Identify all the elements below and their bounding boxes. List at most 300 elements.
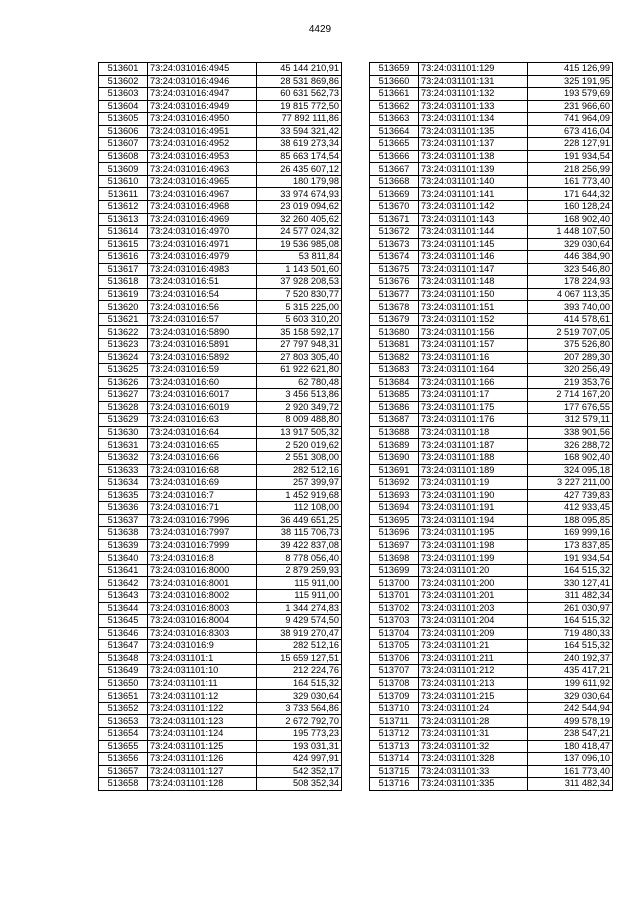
value-cell: 3 733 564,86: [257, 702, 342, 715]
cadastral-number-cell: 73:24:031016:4965: [148, 175, 257, 188]
row-number-cell: 513690: [370, 451, 419, 464]
table-row: [99, 652, 342, 665]
row-number-cell: 513622: [99, 326, 148, 339]
row-number-cell: 513617: [99, 263, 148, 276]
row-number-cell: 513667: [370, 163, 419, 176]
cadastral-number-cell: 73:24:031016:4963: [148, 163, 257, 176]
table-row: [99, 150, 342, 163]
row-number-cell: 513636: [99, 502, 148, 515]
row-number-cell: 513714: [370, 753, 419, 766]
table-row: [99, 88, 342, 101]
row-number-cell: 513631: [99, 439, 148, 452]
table-row: [99, 113, 342, 126]
value-cell: 311 482,34: [528, 589, 613, 602]
value-cell: 719 480,33: [528, 627, 613, 640]
value-cell: 3 227 211,00: [528, 477, 613, 490]
row-number-cell: 513673: [370, 238, 419, 251]
cadastral-number-cell: 73:24:031016:69: [148, 477, 257, 490]
cadastral-number-cell: 73:24:031101:12: [148, 690, 257, 703]
row-number-cell: 513656: [99, 753, 148, 766]
row-number-cell: 513657: [99, 765, 148, 778]
row-number-cell: 513627: [99, 389, 148, 402]
cadastral-number-cell: 73:24:031016:64: [148, 426, 257, 439]
table-row: [99, 627, 342, 640]
row-number-cell: 513630: [99, 426, 148, 439]
cadastral-number-cell: 73:24:031101:142: [419, 201, 528, 214]
value-cell: 164 515,32: [528, 640, 613, 653]
value-cell: 177 676,55: [528, 401, 613, 414]
value-cell: 173 837,85: [528, 539, 613, 552]
value-cell: 257 399,97: [257, 477, 342, 490]
table-row: [370, 753, 613, 766]
cadastral-number-cell: 73:24:031101:1: [148, 652, 257, 665]
value-cell: 2 520 019,62: [257, 439, 342, 452]
row-number-cell: 513607: [99, 138, 148, 151]
cadastral-number-cell: 73:24:031101:126: [148, 753, 257, 766]
row-number-cell: 513632: [99, 451, 148, 464]
cadastral-number-cell: 73:24:031016:5892: [148, 351, 257, 364]
table-row: [370, 351, 613, 364]
value-cell: 338 901,56: [528, 426, 613, 439]
table-row: [370, 489, 613, 502]
row-number-cell: 513605: [99, 113, 148, 126]
cadastral-number-cell: 73:24:031016:8303: [148, 627, 257, 640]
table-row: [370, 100, 613, 113]
table-row: [370, 602, 613, 615]
cadastral-number-cell: 73:24:031016:6017: [148, 389, 257, 402]
table-row: [99, 351, 342, 364]
value-cell: 427 739,83: [528, 489, 613, 502]
row-number-cell: 513602: [99, 75, 148, 88]
value-cell: 180 179,98: [257, 175, 342, 188]
value-cell: 741 964,09: [528, 113, 613, 126]
cadastral-number-cell: 73:24:031101:132: [419, 88, 528, 101]
row-number-cell: 513702: [370, 602, 419, 615]
cadastral-number-cell: 73:24:031016:4946: [148, 75, 257, 88]
value-cell: 199 611,92: [528, 677, 613, 690]
table-row: [99, 640, 342, 653]
cadastral-number-cell: 73:24:031101:213: [419, 677, 528, 690]
cadastral-number-cell: 73:24:031016:59: [148, 364, 257, 377]
cadastral-number-cell: 73:24:031101:187: [419, 439, 528, 452]
table-row: [370, 414, 613, 427]
cadastral-number-cell: 73:24:031101:129: [419, 63, 528, 76]
value-cell: 218 256,99: [528, 163, 613, 176]
value-cell: 324 095,18: [528, 464, 613, 477]
value-cell: 23 019 094,62: [257, 201, 342, 214]
value-cell: 5 603 310,20: [257, 313, 342, 326]
value-cell: 207 289,30: [528, 351, 613, 364]
row-number-cell: 513619: [99, 288, 148, 301]
row-number-cell: 513635: [99, 489, 148, 502]
value-cell: 1 452 919,68: [257, 489, 342, 502]
value-cell: 115 911,00: [257, 589, 342, 602]
row-number-cell: 513710: [370, 702, 419, 715]
table-row: [99, 426, 342, 439]
table-row: [370, 376, 613, 389]
row-number-cell: 513680: [370, 326, 419, 339]
value-cell: 435 417,21: [528, 665, 613, 678]
table-row: [99, 477, 342, 490]
row-number-cell: 513676: [370, 276, 419, 289]
row-number-cell: 513653: [99, 715, 148, 728]
table-row: [370, 313, 613, 326]
table-row: [370, 464, 613, 477]
row-number-cell: 513669: [370, 188, 419, 201]
value-cell: 19 815 772,50: [257, 100, 342, 113]
table-row: [370, 502, 613, 515]
table-row: [99, 389, 342, 402]
row-number-cell: 513649: [99, 665, 148, 678]
row-number-cell: 513705: [370, 640, 419, 653]
row-number-cell: 513620: [99, 301, 148, 314]
value-cell: 2 672 792,70: [257, 715, 342, 728]
table-row: [370, 439, 613, 452]
cadastral-number-cell: 73:24:031016:7996: [148, 514, 257, 527]
cadastral-number-cell: 73:24:031016:65: [148, 439, 257, 452]
value-cell: 27 803 305,40: [257, 351, 342, 364]
cadastral-number-cell: 73:24:031101:209: [419, 627, 528, 640]
table-row: [99, 615, 342, 628]
value-cell: 32 260 405,62: [257, 213, 342, 226]
table-row: [370, 138, 613, 151]
row-number-cell: 513628: [99, 401, 148, 414]
row-number-cell: 513660: [370, 75, 419, 88]
cadastral-number-cell: 73:24:031101:28: [419, 715, 528, 728]
cadastral-number-cell: 73:24:031016:8: [148, 552, 257, 565]
value-cell: 2 920 349,72: [257, 401, 342, 414]
cadastral-number-cell: 73:24:031016:6019: [148, 401, 257, 414]
table-row: [370, 477, 613, 490]
table-row: [99, 251, 342, 264]
row-number-cell: 513644: [99, 602, 148, 615]
row-number-cell: 513687: [370, 414, 419, 427]
cadastral-number-cell: 73:24:031016:5890: [148, 326, 257, 339]
cadastral-number-cell: 73:24:031101:144: [419, 226, 528, 239]
cadastral-number-cell: 73:24:031101:135: [419, 125, 528, 138]
value-cell: 62 780,48: [257, 376, 342, 389]
row-number-cell: 513666: [370, 150, 419, 163]
value-cell: 542 352,17: [257, 765, 342, 778]
value-cell: 2 519 707,05: [528, 326, 613, 339]
value-cell: 27 797 948,31: [257, 339, 342, 352]
row-number-cell: 513707: [370, 665, 419, 678]
value-cell: 160 128,24: [528, 201, 613, 214]
table-row: [99, 301, 342, 314]
value-cell: 161 773,40: [528, 765, 613, 778]
value-cell: 39 422 837,08: [257, 539, 342, 552]
value-cell: 415 126,99: [528, 63, 613, 76]
row-number-cell: 513696: [370, 527, 419, 540]
row-number-cell: 513677: [370, 288, 419, 301]
table-row: [99, 339, 342, 352]
row-number-cell: 513663: [370, 113, 419, 126]
table-row: [370, 226, 613, 239]
value-cell: 168 902,40: [528, 451, 613, 464]
value-cell: 1 344 274,83: [257, 602, 342, 615]
cadastral-number-cell: 73:24:031016:4971: [148, 238, 257, 251]
row-number-cell: 513601: [99, 63, 148, 76]
cadastral-number-cell: 73:24:031016:63: [148, 414, 257, 427]
table-row: [99, 376, 342, 389]
row-number-cell: 513670: [370, 201, 419, 214]
cadastral-number-cell: 73:24:031101:31: [419, 727, 528, 740]
table-row: [99, 213, 342, 226]
row-number-cell: 513698: [370, 552, 419, 565]
cadastral-number-cell: 73:24:031101:188: [419, 451, 528, 464]
table-row: [99, 326, 342, 339]
value-cell: 330 127,41: [528, 577, 613, 590]
table-row: [99, 201, 342, 214]
table-row: [370, 238, 613, 251]
value-cell: 424 997,91: [257, 753, 342, 766]
row-number-cell: 513674: [370, 251, 419, 264]
value-cell: 326 288,72: [528, 439, 613, 452]
row-number-cell: 513606: [99, 125, 148, 138]
cadastral-number-cell: 73:24:031101:139: [419, 163, 528, 176]
table-row: [370, 150, 613, 163]
row-number-cell: 513642: [99, 577, 148, 590]
table-row: [99, 75, 342, 88]
value-cell: 240 192,37: [528, 652, 613, 665]
row-number-cell: 513679: [370, 313, 419, 326]
value-cell: 178 224,93: [528, 276, 613, 289]
cadastral-number-cell: 73:24:031101:157: [419, 339, 528, 352]
row-number-cell: 513716: [370, 778, 419, 791]
row-number-cell: 513689: [370, 439, 419, 452]
row-number-cell: 513706: [370, 652, 419, 665]
value-cell: 60 631 562,73: [257, 88, 342, 101]
table-row: [99, 564, 342, 577]
value-cell: 168 902,40: [528, 213, 613, 226]
row-number-cell: 513708: [370, 677, 419, 690]
table-row: [370, 539, 613, 552]
table-row: [370, 552, 613, 565]
table-row: [99, 175, 342, 188]
value-cell: 15 659 127,51: [257, 652, 342, 665]
table-row: [99, 552, 342, 565]
value-cell: 38 619 273,34: [257, 138, 342, 151]
cadastral-number-cell: 73:24:031101:19: [419, 477, 528, 490]
table-row: [99, 364, 342, 377]
row-number-cell: 513625: [99, 364, 148, 377]
row-number-cell: 513697: [370, 539, 419, 552]
row-number-cell: 513609: [99, 163, 148, 176]
row-number-cell: 513699: [370, 564, 419, 577]
cadastral-number-cell: 73:24:031101:200: [419, 577, 528, 590]
table-row: [99, 502, 342, 515]
value-cell: 412 933,45: [528, 502, 613, 515]
row-number-cell: 513668: [370, 175, 419, 188]
row-number-cell: 513603: [99, 88, 148, 101]
value-cell: 414 578,61: [528, 313, 613, 326]
row-number-cell: 513691: [370, 464, 419, 477]
row-number-cell: 513608: [99, 150, 148, 163]
value-cell: 238 547,21: [528, 727, 613, 740]
cadastral-number-cell: 73:24:031016:66: [148, 451, 257, 464]
row-number-cell: 513611: [99, 188, 148, 201]
value-cell: 13 917 505,32: [257, 426, 342, 439]
cadastral-number-cell: 73:24:031101:17: [419, 389, 528, 402]
table-row: [99, 527, 342, 540]
cadastral-number-cell: 73:24:031101:140: [419, 175, 528, 188]
value-cell: 77 892 111,86: [257, 113, 342, 126]
value-cell: 329 030,64: [528, 690, 613, 703]
cadastral-number-cell: 73:24:031016:4951: [148, 125, 257, 138]
table-row: [99, 753, 342, 766]
value-cell: 36 449 651,25: [257, 514, 342, 527]
cadastral-number-cell: 73:24:031016:8003: [148, 602, 257, 615]
table-row: [370, 213, 613, 226]
table-row: [99, 276, 342, 289]
table-row: [99, 665, 342, 678]
right-cadastral-table: [369, 62, 613, 791]
row-number-cell: 513655: [99, 740, 148, 753]
row-number-cell: 513623: [99, 339, 148, 352]
value-cell: 161 773,40: [528, 175, 613, 188]
value-cell: 212 224,76: [257, 665, 342, 678]
cadastral-number-cell: 73:24:031016:4949: [148, 100, 257, 113]
table-row: [99, 263, 342, 276]
left-cadastral-table: [98, 62, 342, 791]
value-cell: 219 353,76: [528, 376, 613, 389]
row-number-cell: 513639: [99, 539, 148, 552]
cadastral-number-cell: 73:24:031016:68: [148, 464, 257, 477]
cadastral-number-cell: 73:24:031101:125: [148, 740, 257, 753]
cadastral-number-cell: 73:24:031101:190: [419, 489, 528, 502]
row-number-cell: 513643: [99, 589, 148, 602]
cadastral-number-cell: 73:24:031101:199: [419, 552, 528, 565]
table-row: [370, 765, 613, 778]
value-cell: 164 515,32: [528, 564, 613, 577]
cadastral-number-cell: 73:24:031101:152: [419, 313, 528, 326]
row-number-cell: 513711: [370, 715, 419, 728]
table-row: [370, 527, 613, 540]
row-number-cell: 513651: [99, 690, 148, 703]
cadastral-number-cell: 73:24:031016:54: [148, 288, 257, 301]
cadastral-number-cell: 73:24:031101:123: [148, 715, 257, 728]
row-number-cell: 513709: [370, 690, 419, 703]
row-number-cell: 513715: [370, 765, 419, 778]
row-number-cell: 513675: [370, 263, 419, 276]
table-row: [99, 740, 342, 753]
cadastral-number-cell: 73:24:031016:4968: [148, 201, 257, 214]
value-cell: 2 714 167,20: [528, 389, 613, 402]
row-number-cell: 513672: [370, 226, 419, 239]
cadastral-number-cell: 73:24:031101:204: [419, 615, 528, 628]
value-cell: 45 144 210,91: [257, 63, 342, 76]
value-cell: 375 526,80: [528, 339, 613, 352]
row-number-cell: 513684: [370, 376, 419, 389]
row-number-cell: 513648: [99, 652, 148, 665]
row-number-cell: 513665: [370, 138, 419, 151]
cadastral-number-cell: 73:24:031101:133: [419, 100, 528, 113]
cadastral-number-cell: 73:24:031016:7997: [148, 527, 257, 540]
value-cell: 9 429 574,50: [257, 615, 342, 628]
value-cell: 7 520 830,77: [257, 288, 342, 301]
table-row: [370, 75, 613, 88]
value-cell: 261 030,97: [528, 602, 613, 615]
value-cell: 195 773,23: [257, 727, 342, 740]
cadastral-number-cell: 73:24:031101:145: [419, 238, 528, 251]
table-row: [370, 401, 613, 414]
value-cell: 1 143 501,60: [257, 263, 342, 276]
value-cell: 37 928 208,53: [257, 276, 342, 289]
row-number-cell: 513610: [99, 175, 148, 188]
value-cell: 180 418,47: [528, 740, 613, 753]
cadastral-number-cell: 73:24:031101:194: [419, 514, 528, 527]
row-number-cell: 513700: [370, 577, 419, 590]
cadastral-number-cell: 73:24:031101:138: [419, 150, 528, 163]
page-number: 4429: [308, 24, 332, 35]
cadastral-number-cell: 73:24:031016:56: [148, 301, 257, 314]
value-cell: 193 031,31: [257, 740, 342, 753]
table-row: [370, 88, 613, 101]
cadastral-number-cell: 73:24:031101:151: [419, 301, 528, 314]
value-cell: 499 578,19: [528, 715, 613, 728]
cadastral-number-cell: 73:24:031101:201: [419, 589, 528, 602]
row-number-cell: 513661: [370, 88, 419, 101]
cadastral-number-cell: 73:24:031016:4950: [148, 113, 257, 126]
table-row: [99, 451, 342, 464]
row-number-cell: 513664: [370, 125, 419, 138]
table-row: [370, 627, 613, 640]
cadastral-number-cell: 73:24:031101:175: [419, 401, 528, 414]
value-cell: 191 934,54: [528, 150, 613, 163]
cadastral-number-cell: 73:24:031101:211: [419, 652, 528, 665]
value-cell: 228 127,91: [528, 138, 613, 151]
cadastral-number-cell: 73:24:031101:191: [419, 502, 528, 515]
row-number-cell: 513695: [370, 514, 419, 527]
table-row: [99, 765, 342, 778]
row-number-cell: 513659: [370, 63, 419, 76]
cadastral-number-cell: 73:24:031016:57: [148, 313, 257, 326]
table-row: [99, 715, 342, 728]
value-cell: 193 579,69: [528, 88, 613, 101]
value-cell: 164 515,32: [528, 615, 613, 628]
value-cell: 28 531 869,86: [257, 75, 342, 88]
value-cell: 393 740,00: [528, 301, 613, 314]
value-cell: 24 577 024,32: [257, 226, 342, 239]
table-row: [370, 276, 613, 289]
table-row: [370, 514, 613, 527]
table-row: [99, 125, 342, 138]
row-number-cell: 513693: [370, 489, 419, 502]
cadastral-number-cell: 73:24:031101:11: [148, 677, 257, 690]
value-cell: 5 315 225,00: [257, 301, 342, 314]
value-cell: 188 095,85: [528, 514, 613, 527]
cadastral-number-cell: 73:24:031101:33: [419, 765, 528, 778]
row-number-cell: 513678: [370, 301, 419, 314]
value-cell: 1 448 107,50: [528, 226, 613, 239]
cadastral-number-cell: 73:24:031016:8002: [148, 589, 257, 602]
row-number-cell: 513604: [99, 100, 148, 113]
row-number-cell: 513704: [370, 627, 419, 640]
value-cell: 35 158 592,17: [257, 326, 342, 339]
table-row: [370, 125, 613, 138]
cadastral-number-cell: 73:24:031016:4952: [148, 138, 257, 151]
table-row: [99, 288, 342, 301]
row-number-cell: 513614: [99, 226, 148, 239]
table-row: [99, 514, 342, 527]
cadastral-number-cell: 73:24:031101:141: [419, 188, 528, 201]
cadastral-number-cell: 73:24:031101:148: [419, 276, 528, 289]
row-number-cell: 513637: [99, 514, 148, 527]
value-cell: 329 030,64: [528, 238, 613, 251]
table-row: [370, 727, 613, 740]
value-cell: 38 115 706,73: [257, 527, 342, 540]
cadastral-number-cell: 73:24:031101:215: [419, 690, 528, 703]
